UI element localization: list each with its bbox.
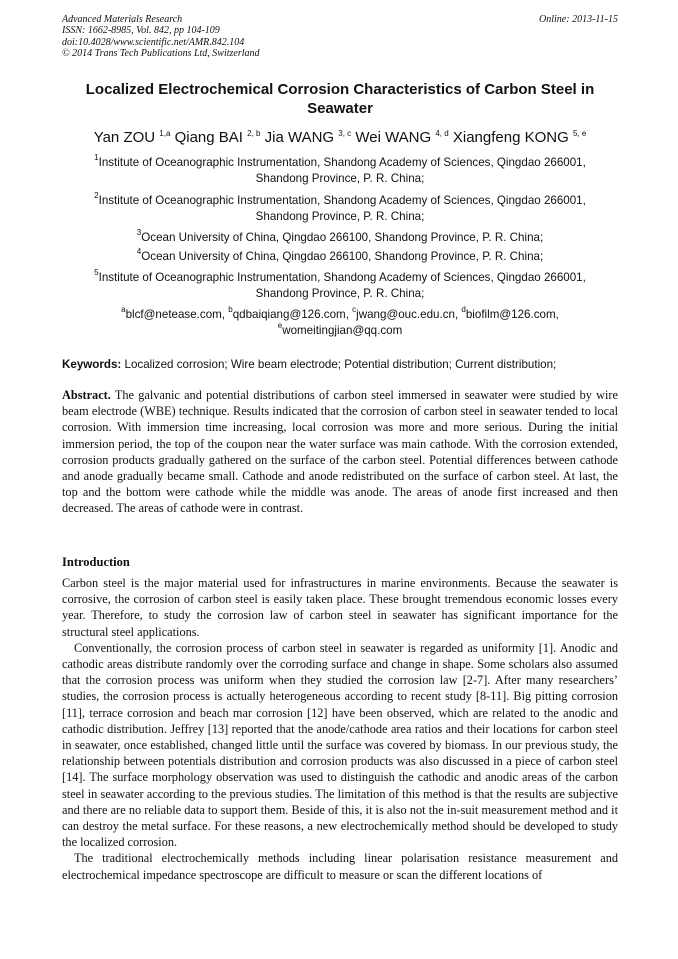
author-affiliation-mark: 1,a [159, 129, 171, 138]
paragraph: Carbon steel is the major material used for infrastructures in marine environments. Because the seawater is corrosive, the corrosion of carbon steel is easily taken place. These brought tremendous economic losses every year. Therefore, to study the corrosion law of carbon steel in seawater has significant importance for the structural steel applications. [62, 576, 618, 639]
copyright-line: © 2014 Trans Tech Publications Ltd, Switzerland [62, 48, 260, 60]
abstract-label: Abstract. [62, 388, 111, 402]
email-mark: b [228, 305, 233, 314]
issn-line: ISSN: 1662-8985, Vol. 842, pp 104-109 [62, 25, 220, 37]
author-affiliation-mark: 5, e [572, 129, 587, 138]
journal-name: Advanced Materials Research [62, 14, 183, 25]
email-mark: d [461, 305, 466, 314]
keywords-label: Keywords: [62, 358, 122, 371]
affiliation-line: Institute of Oceanographic Instrumentation, Shandong Academy of Sciences, Qingdao 266001, [98, 194, 586, 207]
affiliation-number: 1 [94, 153, 99, 162]
affiliation-2 [62, 193, 618, 225]
affiliation-number: 3 [136, 228, 142, 237]
affiliation-1 [62, 155, 618, 187]
author-affiliation-mark: 4, d [435, 129, 449, 138]
author-name: Qiang BAI [174, 129, 243, 146]
abstract [62, 387, 618, 517]
affiliation-4 [62, 249, 618, 265]
email-address[interactable]: biofilm@126.com [465, 308, 556, 321]
affiliation-line: Shandong Province, P. R. China; [255, 287, 425, 300]
email-mark: c [352, 305, 357, 314]
author-name: Xiangfeng KONG [452, 129, 569, 146]
affiliation-line: Shandong Province, P. R. China; [255, 172, 425, 185]
paper-title: Localized Electrochemical Corrosion Characteristics of Carbon Steel in Seawater [85, 81, 595, 117]
email-mark: a [121, 305, 126, 314]
affiliation-line: Institute of Oceanographic Instrumentation, Shandong Academy of Sciences, Qingdao 266001, [98, 156, 586, 169]
affiliation-number: 4 [136, 247, 142, 256]
journal-header [62, 14, 618, 60]
author-list [62, 129, 618, 147]
paragraph: Conventionally, the corrosion process of carbon steel in seawater is regarded as uniformity [1]. Anodic and cathodic areas distribute randomly over the corroding surface and change in shape. Some scholars also assumed that the corrosion process was uniform when they studied the corrosion law [2-7]. After many researchers’ studies, the corrosion process is actually heterogeneous according to recent study [8-11]. Big pitting corrosion [11], terrace corrosion and beach mar corrosion [12] have been observed, which are related to the anodic and cathodic distribution. Jeffrey [13] reported that the anode/cathode area ratios and their locations for carbon steel in seawater, once established, changed little until the surface was covered by biomass. In our previous study, the relationship between potentials distribution and corrosion products was also discussed in a piece of carbon steel [14]. The surface morphology observation was used to distinguish the cathodic and anodic areas of the carbon steel in seawater according to the previous studies. The limitation of this method is that the results are subjective and there are no reliable data to support them. Beside of this, it is also not the in-suit measurement method and it can destroy the metal surface. For these reasons, a new electrochemically method should be developed to study the localized corrosion. [62, 640, 618, 850]
abstract-text: The galvanic and potential distributions of carbon steel immersed in seawater were studied by wire beam electrode (WBE) technique. Results indicated that the corrosion of carbon steel in seawater tended to local corrosion. With immersion time increasing, local corrosion was more and more serious. During the initial immersion period, the top of the coupon near the water surface was main cathode. With the corrosion extended, corrosion products gradually gathered on the surface of the carbon steel. Potential differences between cathode and anode gradually became small. Cathode and anode redistributed on the surface of carbon steel. At last, the top and the bottom were cathode while the middle was anode. The areas of anode first increased and then decreased. The areas of cathode were in contrast. [62, 388, 618, 516]
author-affiliation-mark: 3, c [338, 129, 352, 138]
author-name: Yan ZOU [93, 129, 156, 146]
affiliation-line: Shandong Province, P. R. China; [255, 210, 425, 223]
author-name: Jia WANG [264, 129, 335, 146]
affiliation-line: Institute of Oceanographic Instrumentation, Shandong Academy of Sciences, Qingdao 266001, [98, 271, 586, 284]
affiliation-5 [62, 270, 618, 302]
email-mark: e [277, 321, 283, 330]
email-list: $^a$blcf@netease.com, $^b$qdbaiqiang@126.com, $^c$jwang@ouc.edu.cn, $^d$biofilm@126.com, $^e$womeitingjian@qq.com [121, 305, 559, 337]
doi-line: doi:10.4028/www.scientific.net/AMR.842.104 [62, 36, 245, 48]
email-address[interactable]: qdbaiqiang@126.com [232, 308, 346, 321]
keywords-text: Localized corrosion; Wire beam electrode; Potential distribution; Current distribution; [124, 358, 557, 371]
email-address[interactable]: jwang@ouc.edu.cn [356, 308, 455, 321]
affiliation-number: 5 [94, 268, 99, 277]
introduction-body [62, 575, 618, 883]
affiliation-3 [62, 230, 618, 246]
affiliation-number: 2 [94, 191, 99, 200]
email-address[interactable]: blcf@netease.com [125, 308, 222, 321]
section-heading-introduction: Introduction [62, 555, 130, 569]
author-affiliation-mark: 2, b [247, 129, 261, 138]
paragraph: The traditional electrochemically methods including linear polarisation resistance measurement and electrochemical impedance spectroscope are difficult to measure or scan the different locations of [62, 851, 618, 882]
keywords [62, 357, 618, 373]
author-name: Wei WANG [355, 129, 432, 146]
affiliation-line: Ocean University of China, Qingdao 266100, Shandong Province, P. R. China; [141, 250, 544, 263]
online-date: Online: 2013-11-15 [539, 14, 618, 25]
affiliation-line: Ocean University of China, Qingdao 266100, Shandong Province, P. R. China; [141, 231, 544, 244]
email-address[interactable]: womeitingjian@qq.com [282, 324, 403, 337]
